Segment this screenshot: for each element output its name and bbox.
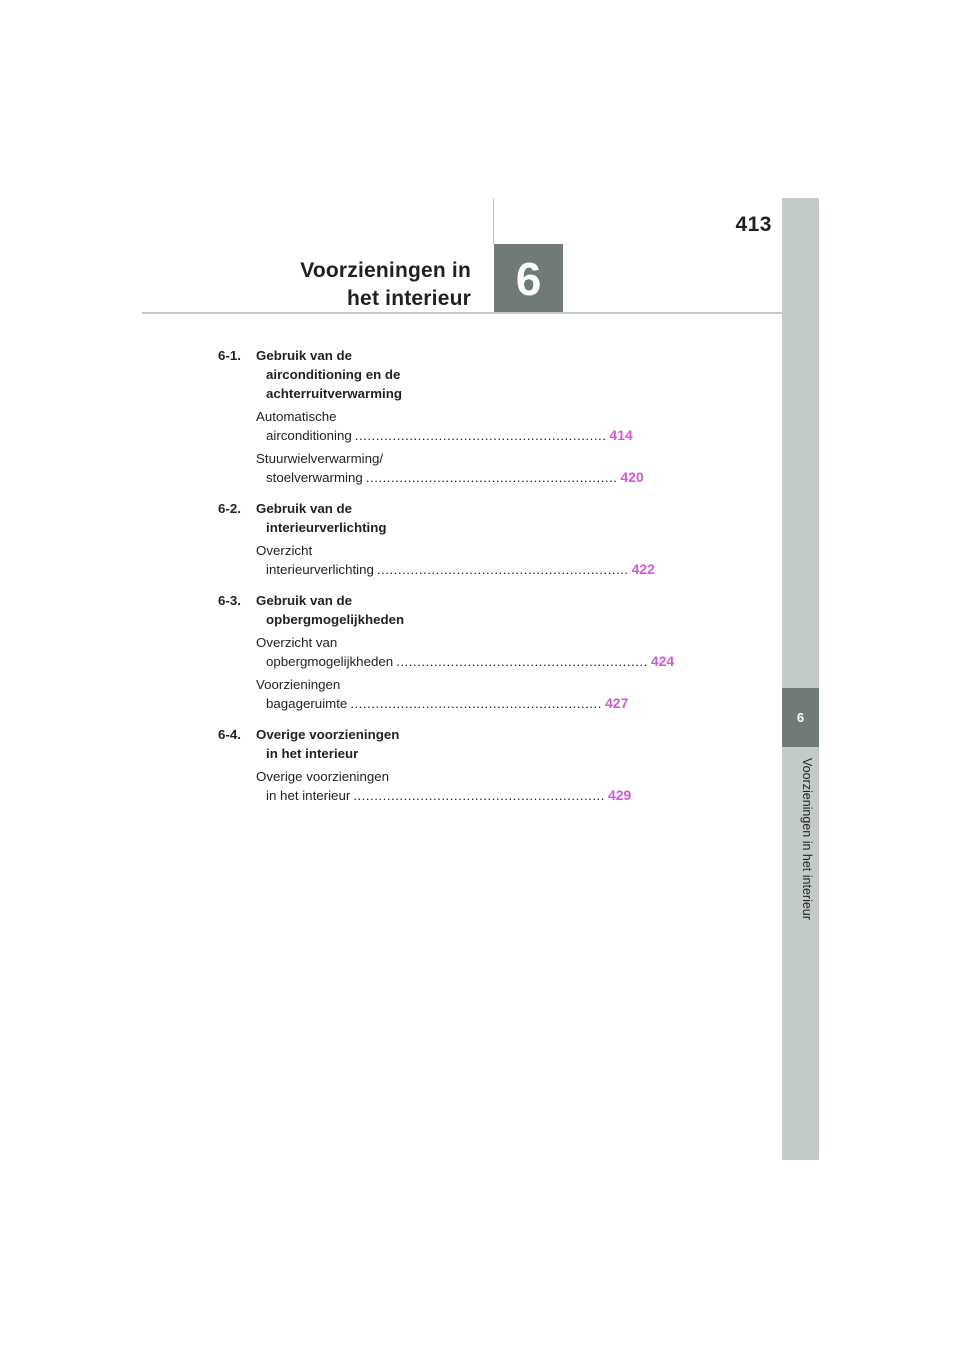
side-tab xyxy=(782,198,819,1160)
chapter-number-box: 6 xyxy=(494,244,563,313)
entry-text: Overige voorzieningen xyxy=(256,769,390,784)
section-title xyxy=(256,591,470,629)
chapter-title-line1: Voorzieningen in xyxy=(300,259,471,282)
entry-text: bagageruimte xyxy=(266,696,348,711)
toc-section xyxy=(218,725,632,805)
table-of-contents xyxy=(218,346,675,805)
page-link[interactable]: 427 xyxy=(605,695,629,711)
section-title-line: achterruitverwarming xyxy=(266,386,402,401)
toc-entry[interactable] xyxy=(256,675,629,713)
toc-entry[interactable] xyxy=(256,407,633,445)
toc-entry[interactable] xyxy=(256,633,675,671)
section-title-line: Gebruik van de xyxy=(256,501,353,516)
section-title xyxy=(256,499,470,537)
section-number: 6-3. xyxy=(218,593,241,608)
entry-text: interieurverlichting xyxy=(266,562,374,577)
chapter-title-line2: het interieur xyxy=(347,287,471,310)
page-link[interactable]: 424 xyxy=(650,653,675,669)
entry-text: Overzicht xyxy=(256,543,313,558)
entry-text: in het interieur xyxy=(266,788,351,803)
header-divider xyxy=(493,198,494,244)
page-link[interactable]: 422 xyxy=(631,561,655,577)
entry-text: airconditioning xyxy=(266,428,352,443)
section-number: 6-2. xyxy=(218,501,241,516)
page-link[interactable]: 420 xyxy=(620,469,644,485)
section-title-line: opbergmogelijkheden xyxy=(266,612,405,627)
entry-text: Overzicht van xyxy=(256,635,338,650)
section-title xyxy=(256,725,470,763)
section-title xyxy=(256,346,470,403)
toc-entry[interactable] xyxy=(256,541,655,579)
section-title-line: in het interieur xyxy=(266,746,359,761)
section-title-line: Gebruik van de xyxy=(256,593,353,608)
page-link[interactable]: 429 xyxy=(607,787,632,803)
header-rule xyxy=(142,312,782,314)
dot-leader: ............................................................ xyxy=(396,654,648,669)
dot-leader: ............................................................ xyxy=(365,470,618,485)
section-title-line: interieurverlichting xyxy=(266,520,387,535)
entry-text: Automatische xyxy=(256,409,337,424)
entry-text: stoelverwarming xyxy=(266,470,363,485)
section-title-line: airconditioning en de xyxy=(266,367,401,382)
dot-leader: ............................................................ xyxy=(350,696,602,711)
section-title-line: Overige voorzieningen xyxy=(256,727,400,742)
side-tab-label: Voorzieningen in het interieur xyxy=(800,758,814,920)
dot-leader: ............................................................ xyxy=(354,428,607,443)
dot-leader: ............................................................ xyxy=(376,562,629,577)
toc-section xyxy=(218,591,675,713)
toc-section xyxy=(218,346,644,487)
chapter-title xyxy=(250,257,471,313)
dot-leader: ............................................................ xyxy=(353,788,605,803)
toc-section xyxy=(218,499,655,579)
page-number: 413 xyxy=(735,213,772,236)
section-number: 6-1. xyxy=(218,348,241,363)
page-link[interactable]: 414 xyxy=(609,427,633,443)
entry-text: Stuurwielverwarming/ xyxy=(256,451,384,466)
entry-text: opbergmogelijkheden xyxy=(266,654,394,669)
section-title-line: Gebruik van de xyxy=(256,348,353,363)
entry-text: Voorzieningen xyxy=(256,677,341,692)
side-tab-number: 6 xyxy=(782,688,819,747)
section-number: 6-4. xyxy=(218,727,241,742)
toc-entry[interactable] xyxy=(256,449,644,487)
toc-entry[interactable] xyxy=(256,767,632,805)
